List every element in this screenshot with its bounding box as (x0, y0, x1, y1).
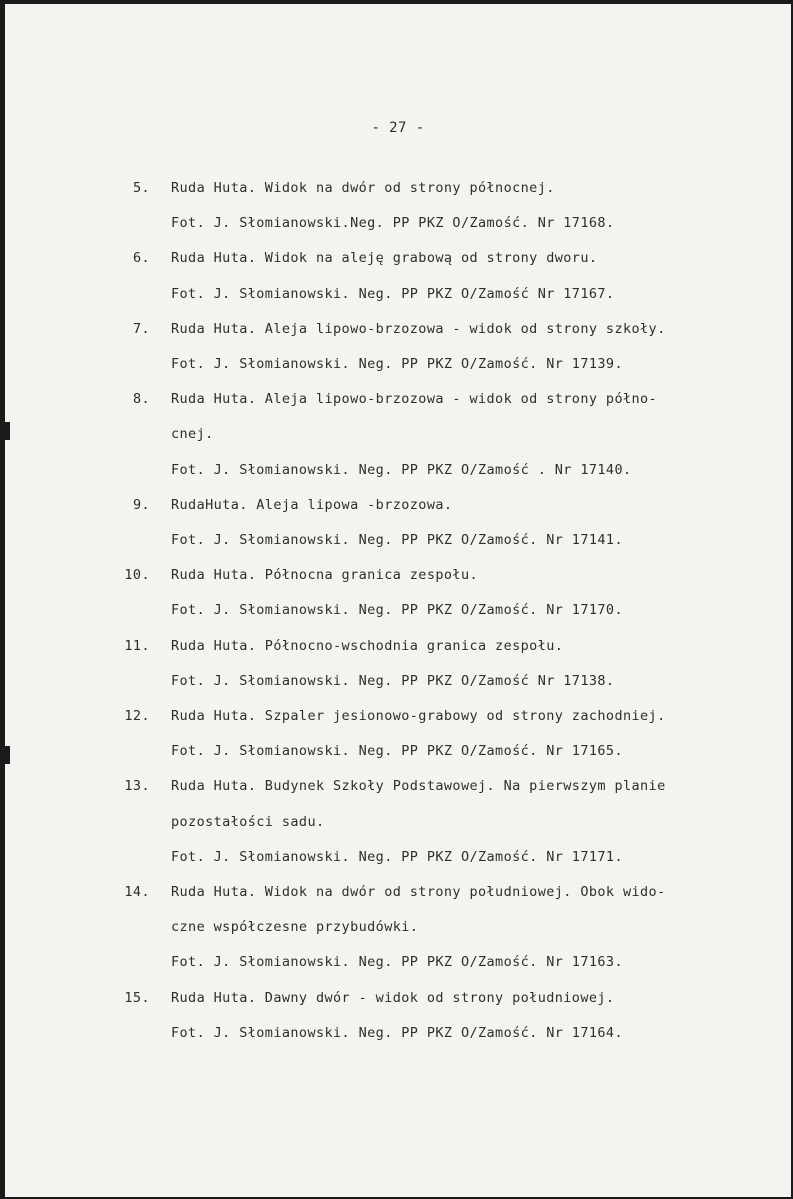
caption-line: Ruda Huta. Aleja lipowo-brzozowa - widok od strony szkoły. (171, 320, 666, 337)
document-page (5, 4, 791, 1197)
caption-line: Ruda Huta. Widok na dwór od strony południowej. Obok wido- (171, 884, 666, 900)
entry-number: 15. (124, 989, 150, 1006)
caption-line: Ruda Huta. Szpaler jesionowo-grabowy od strony zachodniej. (171, 708, 666, 724)
caption-line: Ruda Huta. Aleja lipowo-brzozowa - widok od strony półno- (171, 391, 658, 408)
entry-number: 13. (124, 778, 150, 795)
caption-line: czne współczesne przybudówki. (171, 919, 419, 936)
caption-line: RudaHuta. Aleja lipowa -brzozowa. (171, 496, 453, 513)
caption-line: Ruda Huta. Budynek Szkoły Podstawowej. Na pierwszym planie (171, 778, 666, 795)
photo-credit-line: Fot. J. Słomianowski. Neg. PP PKZ O/Zamość. Nr 17170. (171, 602, 623, 619)
entry-number: 6. (132, 250, 150, 267)
page-number: - 27 - (371, 120, 425, 136)
entry-number: 9. (132, 496, 150, 513)
entry-number: 8. (132, 391, 150, 408)
entry-number: 14. (124, 884, 150, 900)
caption-line: Ruda Huta. Północna granica zespołu. (171, 567, 478, 584)
entry-number: 5. (132, 180, 150, 196)
scan-edge-mark (5, 746, 10, 764)
entry-number: 11. (124, 637, 150, 654)
caption-line: Ruda Huta. Widok na aleję grabową od strony dworu. (171, 250, 598, 267)
entry-number: 7. (132, 320, 150, 337)
caption-line: Ruda Huta. Północno-wschodnia granica zespołu. (171, 637, 564, 654)
caption-line: pozostałości sadu. (171, 813, 325, 830)
photo-credit-line: Fot. J. Słomianowski.Neg. PP PKZ O/Zamość. Nr 17168. (171, 215, 615, 232)
caption-line: cnej. (171, 426, 214, 443)
photo-credit-line: Fot. J. Słomianowski. Neg. PP PKZ O/Zamość. Nr 17141. (171, 532, 623, 548)
photo-credit-line: Fot. J. Słomianowski. Neg. PP PKZ O/Zamość. Nr 17165. (171, 743, 623, 760)
photo-credit-line: Fot. J. Słomianowski. Neg. PP PKZ O/Zamość. Nr 17171. (171, 848, 623, 865)
caption-line: Ruda Huta. Dawny dwór - widok od strony południowej. (171, 989, 615, 1006)
photo-credit-line: Fot. J. Słomianowski. Neg. PP PKZ O/Zamość Nr 17167. (171, 285, 615, 302)
entry-number: 10. (124, 567, 150, 584)
photo-credit-line: Fot. J. Słomianowski. Neg. PP PKZ O/Zamość. Nr 17163. (171, 954, 623, 971)
photo-credit-line: Fot. J. Słomianowski. Neg. PP PKZ O/Zamość. Nr 17139. (171, 356, 623, 372)
photo-credit-line: Fot. J. Słomianowski. Neg. PP PKZ O/Zamość . Nr 17140. (171, 461, 632, 478)
photo-credit-line: Fot. J. Słomianowski. Neg. PP PKZ O/Zamość. Nr 17164. (171, 1024, 623, 1041)
caption-line: Ruda Huta. Widok na dwór od strony północnej. (171, 180, 555, 196)
entry-number: 12. (124, 708, 150, 724)
scan-edge-mark (5, 422, 10, 440)
photo-credit-line: Fot. J. Słomianowski. Neg. PP PKZ O/Zamość Nr 17138. (171, 672, 615, 689)
